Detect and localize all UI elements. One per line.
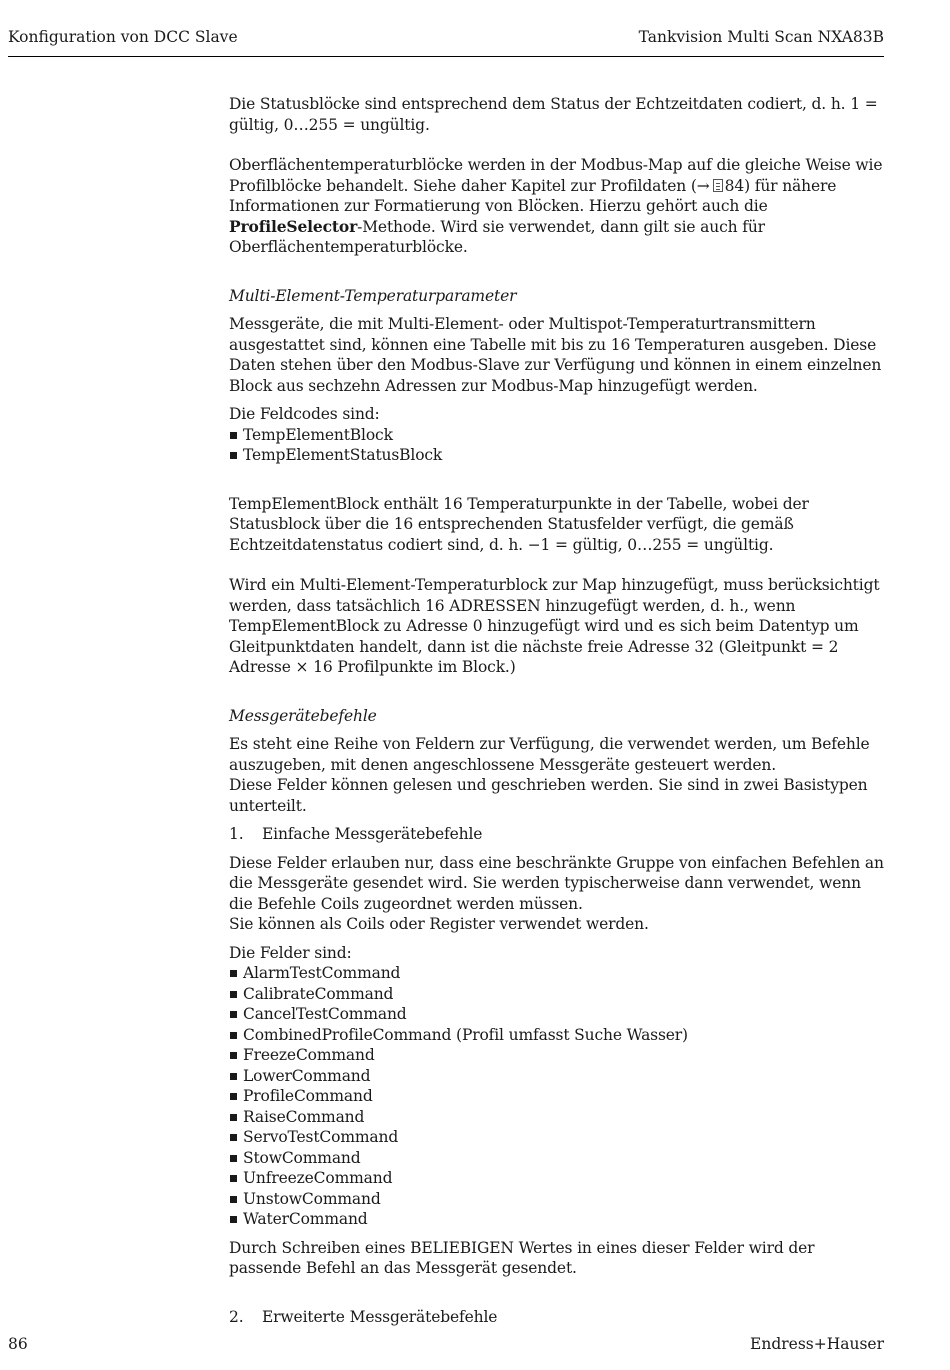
section-heading-device-commands: Messgerätebefehle bbox=[229, 706, 377, 725]
page-reference-link[interactable]: 84 bbox=[724, 176, 745, 195]
page-reference-icon bbox=[713, 179, 723, 192]
header-product-name: Tankvision Multi Scan NXA83B bbox=[638, 28, 884, 46]
list-item: ProfileCommand bbox=[229, 1086, 885, 1107]
list-item: TempElementStatusBlock bbox=[229, 445, 885, 466]
surface-temperature-paragraph: Oberflächentemperaturblöcke werden in der Modbus-Map auf die gleiche Weise wie Profilblöcke behandelt. Siehe daher Kapitel zur Profildaten (→ 84) für nähere Informationen zur Formatierung von Blöcken. Hierzu gehört auch die ProfileSelector-Methode. Wird sie verwendet, dann gilt sie auch für Oberflächentemperaturblöcke. bbox=[229, 156, 883, 256]
list-item: FreezeCommand bbox=[229, 1045, 885, 1066]
list-item: WaterCommand bbox=[229, 1209, 885, 1230]
command-fields-intro: Die Felder sind: bbox=[229, 943, 352, 962]
status-blocks-paragraph: Die Statusblöcke sind entsprechend dem Status der Echtzeitdaten codiert, d. h. 1 = gültig, 0…255 = ungültig. bbox=[229, 95, 878, 134]
list-item: RaiseCommand bbox=[229, 1107, 885, 1128]
list-item: CombinedProfileCommand (Profil umfasst Suche Wasser) bbox=[229, 1025, 885, 1046]
commands-readwrite-paragraph: Diese Felder können gelesen und geschrieben werden. Sie sind in zwei Basistypen unterteilt. bbox=[229, 776, 868, 815]
command-fields-list bbox=[229, 963, 885, 1230]
page-number: 86 bbox=[8, 1335, 28, 1353]
multi-element-intro-paragraph: Messgeräte, die mit Multi-Element- oder Multispot-Temperaturtransmittern ausgestattet sind, können eine Tabelle mit bis zu 16 Temperaturen ausgeben. Diese Daten stehen über den Modbus-Slave zur Verfügung und können in einem einzelnen Block aus sechzehn Adressen zur Modbus-Map hinzugefügt werden. bbox=[229, 315, 882, 395]
simple-commands-paragraph: Diese Felder erlauben nur, dass eine beschränkte Gruppe von einfachen Befehlen an die Messgeräte gesendet wird. Sie werden typischerweise dann verwendet, wenn die Befehle Coils zugeordnet werden müssen. bbox=[229, 853, 884, 913]
address-note-paragraph: Wird ein Multi-Element-Temperaturblock zur Map hinzugefügt, muss berücksichtigt werden, dass tatsächlich 16 ADRESSEN hinzugefügt werden, d. h., wenn TempElementBlock zu Adresse 0 hinzugefügt wird und es sich beim Datentyp um Gleitpunktdaten handelt, dann ist die nächste freie Adresse 32 (Gleitpunkt = 2 Adresse × 16 Profilpunkte im Block.) bbox=[229, 576, 880, 676]
profile-selector-term: ProfileSelector bbox=[229, 216, 358, 236]
commands-intro-paragraph: Es steht eine Reihe von Feldern zur Verfügung, die verwendet werden, um Befehle auszugeben, mit denen angeschlossene Messgeräte gesteuert werden. bbox=[229, 735, 870, 774]
numbered-item-simple-commands: 1. Einfache Messgerätebefehle bbox=[229, 825, 483, 843]
field-codes-intro: Die Feldcodes sind: bbox=[229, 405, 380, 423]
list-item: TempElementBlock bbox=[229, 425, 885, 446]
list-item: CancelTestCommand bbox=[229, 1004, 885, 1025]
temp-element-block-paragraph: TempElementBlock enthält 16 Temperaturpunkte in der Tabelle, wobei der Statusblock über die 16 entsprechenden Statusfelder verfügt, die gemäß Echtzeitdatenstatus codiert sind, d. h. −1 = gültig, 0…255 = ungültig. bbox=[229, 494, 809, 554]
write-any-value-paragraph: Durch Schreiben eines BELIEBIGEN Wertes in eines dieser Felder wird der passende Befehl an das Messgerät gesendet. bbox=[229, 1238, 815, 1277]
header-chapter-title: Konfiguration von DCC Slave bbox=[8, 28, 238, 46]
list-item: UnstowCommand bbox=[229, 1189, 885, 1210]
brand-name: Endress+Hauser bbox=[750, 1335, 884, 1353]
field-codes-list bbox=[229, 425, 885, 466]
list-item: StowCommand bbox=[229, 1148, 885, 1169]
list-item: LowerCommand bbox=[229, 1066, 885, 1087]
main-content bbox=[229, 94, 885, 1327]
numbered-item-extended-commands: 2. Erweiterte Messgerätebefehle bbox=[229, 1307, 498, 1326]
page-header bbox=[8, 26, 884, 57]
section-heading-multi-element: Multi-Element-Temperaturparameter bbox=[229, 286, 517, 305]
list-item: UnfreezeCommand bbox=[229, 1168, 885, 1189]
list-item: AlarmTestCommand bbox=[229, 963, 885, 984]
list-item: CalibrateCommand bbox=[229, 984, 885, 1005]
coils-register-paragraph: Sie können als Coils oder Register verwendet werden. bbox=[229, 915, 649, 933]
list-item: ServoTestCommand bbox=[229, 1127, 885, 1148]
